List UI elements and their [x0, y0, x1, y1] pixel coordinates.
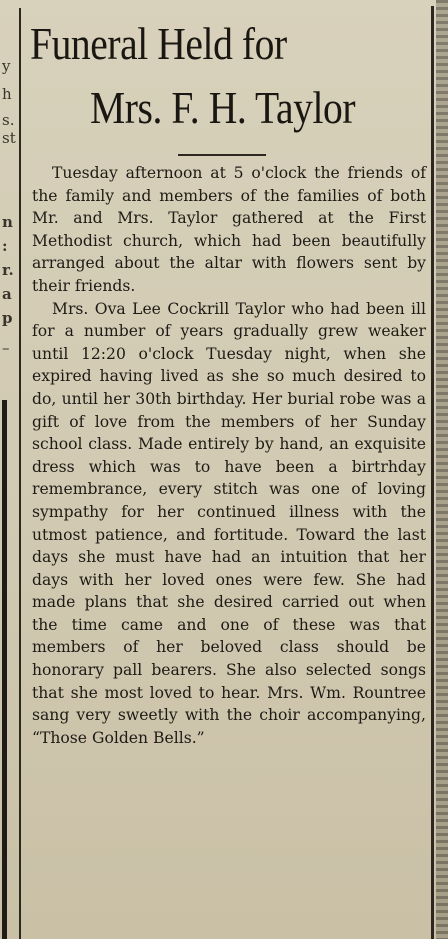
right-column-rule — [431, 6, 434, 939]
gutter-letter: y — [2, 57, 11, 75]
gutter-letter: h — [2, 85, 12, 103]
gutter-letter: st — [2, 129, 16, 147]
article-body — [32, 162, 426, 749]
article-paragraph-1: Tuesday afternoon at 5 o'clock the friends of the family and members of the families of both Mr. and Mrs. Taylor gathered at the First Methodist church, which had been beautifully arranged about the altar with flowers sent by their friends. — [32, 164, 426, 295]
article-paragraph-2: Mrs. Ova Lee Cockrill Taylor who had been ill for a number of years gradually grew weaker until 12:20 o'clock Tuesday night, when she expired having lived as she so much desired to do, until her 30th birthday. Her burial robe was a gift of love from the members of her Sunday school class. Made entirely by hand, an exquisite dress which was to have been a birtrhday remembrance, every stitch was one of loving sympathy for her continued illness with the utmost patience, and fortitude. Toward the last days she must have had an intuition that her days with her loved ones were few. She had made plans that she desired carried out when the time came and one of these was that members of her beloved class should be honorary pall bearers. She also selected songs that she most loved to hear. Mrs. Wm. Rountree sang very sweetly with the choir accompanying, “Those Golden Bells.” — [32, 299, 426, 747]
left-column-rule-thick — [2, 400, 7, 939]
gutter-letter: p — [2, 309, 13, 327]
left-column-rule — [19, 8, 21, 939]
gutter-letter: s. — [2, 111, 15, 129]
headline-divider — [178, 154, 266, 156]
gutter-letter: – — [2, 339, 10, 357]
gutter-letter: n — [2, 213, 13, 231]
headline-line-2: Mrs. F. H. Taylor — [90, 82, 356, 133]
gutter-letter: a — [2, 285, 12, 303]
headline-line-1: Funeral Held for — [30, 18, 287, 69]
adjacent-column-edge — [436, 0, 448, 939]
gutter-letter: r. — [2, 261, 14, 279]
headline — [26, 14, 430, 144]
gutter-letter: : — [2, 237, 8, 255]
